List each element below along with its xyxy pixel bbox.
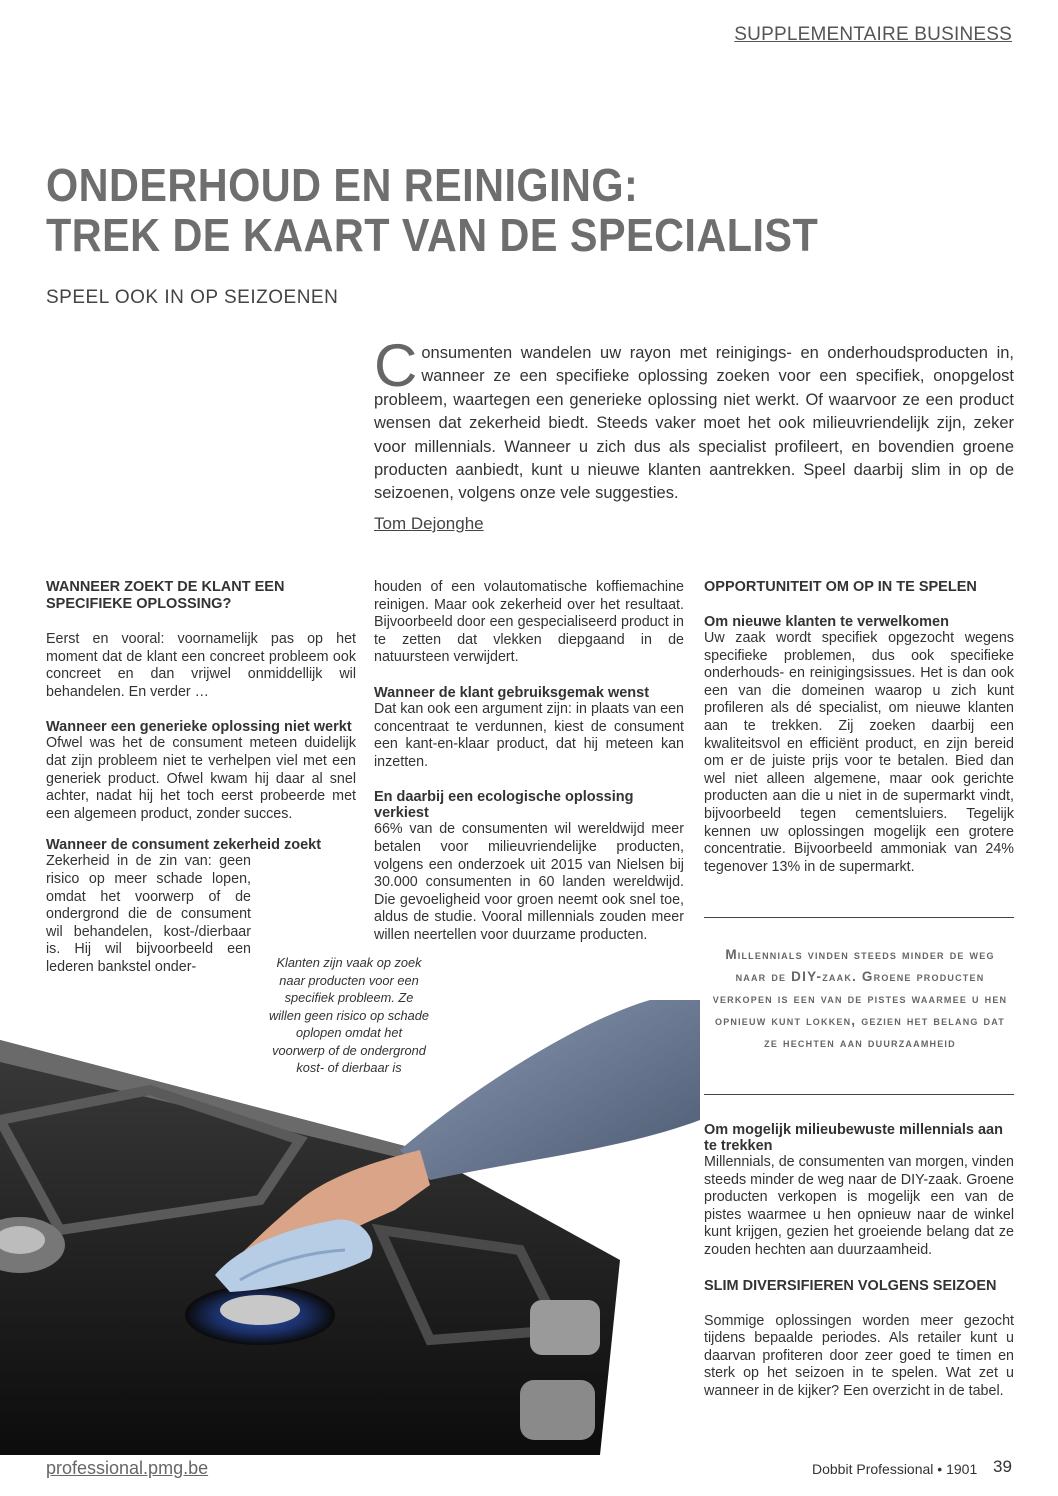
intro-paragraph	[374, 332, 1014, 506]
column-1	[46, 579, 356, 977]
column-3-continued	[704, 1122, 1014, 1401]
paragraph: Dat kan ook een argument zijn: in plaats van een concentraat te verdunnen, kiest de consument een kant-en-klaar product, dat hij meteen kan inzetten.	[374, 700, 684, 770]
subheading: Om nieuwe klanten te verwelkomen	[704, 614, 949, 630]
subheading: Wanneer de consument zekerheid zoekt	[46, 837, 322, 854]
drop-cap: C	[374, 332, 418, 399]
footer-url[interactable]: professional.pmg.be	[46, 1458, 209, 1478]
subheading: Wanneer een generieke oplossing niet werkt	[46, 719, 352, 736]
page-number: 39	[993, 1457, 1012, 1476]
quote-rule-top	[704, 917, 1014, 918]
column-2	[374, 579, 684, 945]
heading-seasonal: SLIM DIVERSIFIEREN VOLGENS SEIZOEN	[704, 1277, 997, 1294]
paragraph: Millennials, de consumenten van morgen, vinden steeds minder de weg naar de DIY-zaak. Groene producten verkopen is mogelijk een van de pistes waarmee u hen opnieuw naar de winkel kunt krijgen, gezien het groeiende belang dat ze zouden hechten aan duurzaamheid.	[704, 1154, 1014, 1258]
pull-quote-left: Klanten zijn vaak op zoek naar producten voor een specifiek probleem. Ze willen geen risico op schade oplopen omdat het voorwerp of de ondergrond kost- of dierbaar is	[268, 955, 430, 1075]
title-line-2: TREK DE KAART VAN DE SPECIALIST	[46, 209, 819, 261]
footer-magazine: Dobbit Professional • 1901	[812, 1461, 978, 1477]
subtitle: SPEEL OOK IN OP SEIZOENEN	[46, 287, 339, 308]
subheading: Wanneer de klant gebruiksgemak wenst	[374, 684, 650, 701]
paragraph: Ofwel was het de consument meteen duidelijk dat zijn probleem niet te verhelpen viel met een generiek product. Ofwel kwam hij daar al snel achter, nadat hij het toch eerst probeerde met een algemeen product, zonder succes.	[46, 735, 356, 822]
subheading: Om mogelijk milieubewuste millennials aan te trekken	[704, 1122, 1003, 1154]
paragraph: Eerst en vooral: voornamelijk pas op het moment dat de klant een concreet probleem ook concreet en dan vrijwel onmiddellijk wil behandelen. En verder …	[46, 631, 356, 700]
page-title	[46, 160, 910, 260]
section-tag: SUPPLEMENTAIRE BUSINESS	[734, 24, 1012, 45]
title-line-1: ONDERHOUD EN REINIGING:	[46, 159, 639, 211]
paragraph: Uw zaak wordt specifiek opgezocht wegens specifieke problemen, dus ook specifieke onderhouds- en reinigingsissues. Het is dan ook een van die domeinen waarop u zich kunt profileren als dé specialist, om nieuwe klanten aan te trekken. Zij zoeken daarbij een kwaliteitsvol en efficiënt product, en zijn bereid om er de juiste prijs voor te betalen. Bied dan wel niet alleen algemene, maar ook gerichte producten aan die u niet in de supermarkt vindt, bijvoorbeeld tegen cementsluiers. Tegelijk kennen uw oplossingen mogelijk een grotere concentratie. Bijvoorbeeld ammoniak van 24% tegenover 13% in de supermarkt.	[704, 630, 1014, 875]
subheading: En daarbij een ecologische oplossing verkiest	[374, 789, 634, 822]
quote-rule-bottom	[704, 1094, 1014, 1095]
author-name: Tom Dejonghe	[374, 514, 484, 533]
column-3	[704, 579, 1014, 876]
paragraph: Sommige oplossingen worden meer gezocht tijdens bepaalde periodes. Als retailer kunt u daarvan profiteren door zeer goed te timen en sterk op het seizoen in te spelen. Wat zet u wanneer in de kijker? Een overzicht in de tabel.	[704, 1312, 1014, 1399]
paragraph: 66% van de consumenten wil wereldwijd meer betalen voor milieuvriendelijke producten, volgens een onderzoek uit 2015 van Nielsen bij 30.000 consumenten in 60 landen wereldwijd. Die gevoeligheid voor groen neemt ook snel toe, aldus de studie. Vooral millennials zouden meer willen neertellen voor duurzame producten.	[374, 821, 684, 943]
intro-text: onsumenten wandelen uw rayon met reinigings- en onderhoudsproducten in, wanneer ze een specifieke oplossing zoeken voor een specifiek, onopgelost probleem, waartegen een generieke oplossing niet werkt. Of waarvoor ze een product wensen dat zekerheid biedt. Steeds vaker moet het ook milieuvriendelijk zijn, zeker voor millennials. Wanneer u zich dus als specialist profileert, en bovendien groene producten aanbiedt, kunt u nieuwe klanten aantrekken. Speel daarbij slim in op de seizoenen, volgens onze vele suggesties.	[374, 344, 1014, 503]
pull-quote-right: Millennials vinden steeds minder de weg naar de DIY-zaak. Groene producten verkopen is een van de pistes waarmee u hen opnieuw kunt lokken, gezien het belang dat ze hechten aan duurzaamheid	[712, 947, 1008, 1050]
paragraph: Zekerheid in de zin van: geen risico op meer schade lopen, omdat het voorwerp of de ondergrond die de consument wil behandelen, kost-/dierbaar is. Hij wil bijvoorbeeld een lederen bankstel onder-	[46, 853, 251, 975]
paragraph: houden of een volautomatische koffiemachine reinigen. Maar ook zekerheid over het resultaat. Bijvoorbeeld door een gespecialiseerd product in te zetten dat vlekken diepgaand in de natuursteen verwijdert.	[374, 579, 684, 666]
heading-specific-solution: WANNEER ZOEKT DE KLANT EEN SPECIFIEKE OPLOSSING?	[46, 579, 285, 612]
heading-opportunity: OPPORTUNITEIT OM OP IN TE SPELEN	[704, 579, 977, 595]
